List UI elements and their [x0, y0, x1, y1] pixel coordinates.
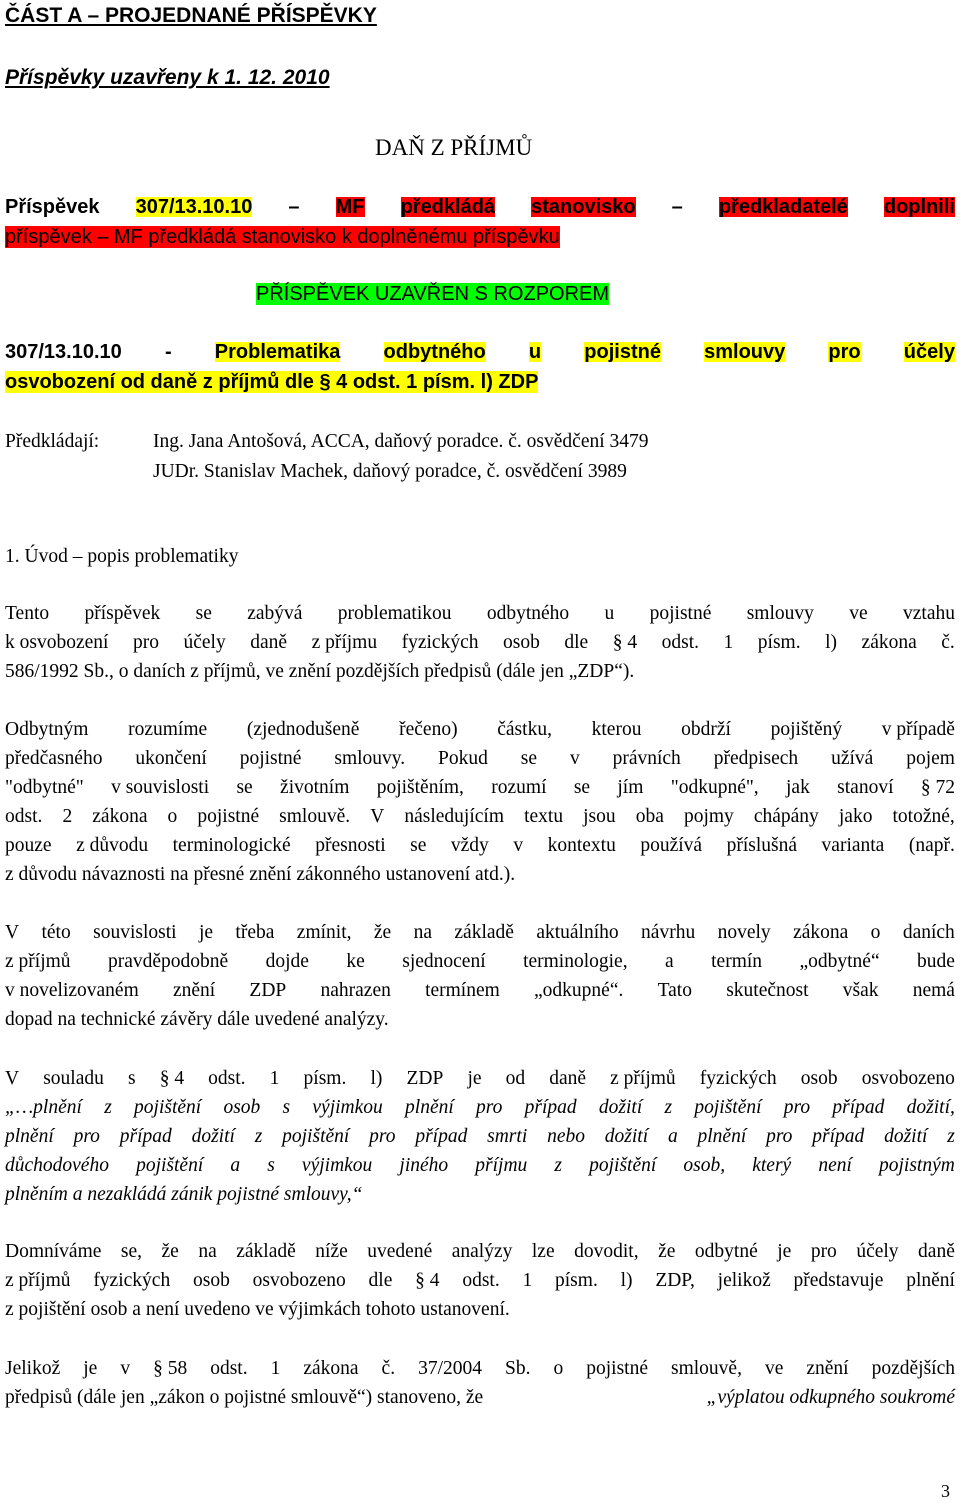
submitters-label: Předkládají:	[5, 431, 100, 452]
contribution-line-2: příspěvek – MF předkládá stanovisko k doplněnému příspěvku	[5, 226, 560, 248]
text-line: Odbytným rozumíme (zjednodušeně řečeno) částku, kterou obdrží pojištěný v případě	[5, 718, 955, 740]
paragraph-5	[5, 1237, 955, 1324]
text-line: z pojištění osob a není uvedeno ve výjimkách tohoto ustanovení.	[5, 1298, 510, 1320]
contribution-line-1: Příspěvek 307/13.10.10 – MF předkládá stanovisko – předkladatelé doplnili	[5, 196, 955, 218]
text-line: odst. 2 zákona o pojistné smlouvě. V následujícím textu jsou oba pojmy chápány jako totožné,	[5, 805, 955, 827]
text-line: "odbytné" v souvislosti se životním pojištěním, rozumí se jím "odkupné", jak stanoví § 72	[5, 776, 955, 798]
closed-date: Příspěvky uzavřeny k 1. 12. 2010	[5, 66, 330, 89]
contribution-title-line-1: 307/13.10.10 - Problematika odbytného u pojistné smlouvy pro účely	[5, 341, 955, 363]
text-line: 586/1992 Sb., o daních z příjmů, ve znění pozdějších předpisů (dále jen „ZDP“).	[5, 660, 635, 682]
paragraph-6	[5, 1354, 955, 1412]
page-number: 3	[941, 1481, 950, 1501]
section-heading: 1. Úvod – popis problematiky	[5, 546, 239, 567]
text-line: Domníváme se, že na základě níže uvedené analýzy lze dovodit, že odbytné je pro účely daně	[5, 1240, 955, 1262]
text-line: V této souvislosti je třeba zmínit, že na základě aktuálního návrhu novely zákona o daních	[5, 921, 955, 943]
paragraph-4	[5, 1064, 955, 1209]
part-title: ČÁST A – PROJEDNANÉ PŘÍSPĚVKY	[5, 4, 377, 27]
paragraph-2	[5, 715, 955, 889]
status-badge: PŘÍSPĚVEK UZAVŘEN S ROZPOREM	[256, 283, 610, 305]
text-line: z příjmů pravděpodobně dojde ke sjednocení terminologie, a termín „odbytné“ bude	[5, 950, 955, 972]
topic-heading: DAŇ Z PŘÍJMŮ	[375, 135, 533, 160]
text-line: plněním a nezakládá zánik pojistné smlouvy,“	[5, 1183, 363, 1205]
text-line: předčasného ukončení pojistné smlouvy. Pokud se v právních předpisech užívá pojem	[5, 747, 955, 769]
text-line: z příjmů fyzických osob osvobozeno dle § 4 odst. 1 písm. l) ZDP, jelikož představuje plnění	[5, 1269, 955, 1291]
text-line: „…plnění z pojištění osob s výjimkou plnění pro případ dožití z pojištění pro případ dožití,	[5, 1096, 955, 1118]
text-line: z důvodu návaznosti na přesné znění zákonného ustanovení atd.).	[5, 863, 516, 885]
text-line: V souladu s § 4 odst. 1 písm. l) ZDP je od daně z příjmů fyzických osob osvobozeno	[5, 1067, 955, 1089]
text-line: pouze z důvodu terminologické přesnosti se vždy v kontextu používá příslušná varianta (např.	[5, 834, 955, 856]
submitter-2: JUDr. Stanislav Machek, daňový poradce, č. osvědčení 3989	[153, 461, 627, 482]
paragraph-3	[5, 918, 955, 1034]
contribution-title-line-2: osvobození od daně z příjmů dle § 4 odst. 1 písm. l) ZDP	[5, 371, 539, 393]
text-line: v novelizovaném znění ZDP nahrazen termínem „odkupné“. Tato skutečnost však nemá	[5, 979, 955, 1001]
text-line: důchodového pojištění a s výjimkou jiného příjmu z pojištění osob, který není pojistným	[5, 1154, 955, 1176]
text-line: předpisů (dále jen „zákon o pojistné smlouvě“) stanoveno, že „výplatou odkupného soukromé	[5, 1386, 955, 1408]
paragraph-1	[5, 599, 955, 686]
text-line: plnění pro případ dožití z pojištění pro případ smrti nebo dožití a plnění pro případ dožití z	[5, 1125, 955, 1147]
text-line: dopad na technické závěry dále uvedené analýzy.	[5, 1008, 389, 1030]
text-line: Tento příspěvek se zabývá problematikou odbytného u pojistné smlouvy ve vztahu	[5, 602, 955, 624]
text-line: Jelikož je v § 58 odst. 1 zákona č. 37/2004 Sb. o pojistné smlouvě, ve znění pozdějších	[5, 1357, 955, 1379]
text-line: k osvobození pro účely daně z příjmu fyzických osob dle § 4 odst. 1 písm. l) zákona č.	[5, 631, 955, 653]
submitter-1: Ing. Jana Antošová, ACCA, daňový poradce. č. osvědčení 3479	[153, 431, 649, 452]
